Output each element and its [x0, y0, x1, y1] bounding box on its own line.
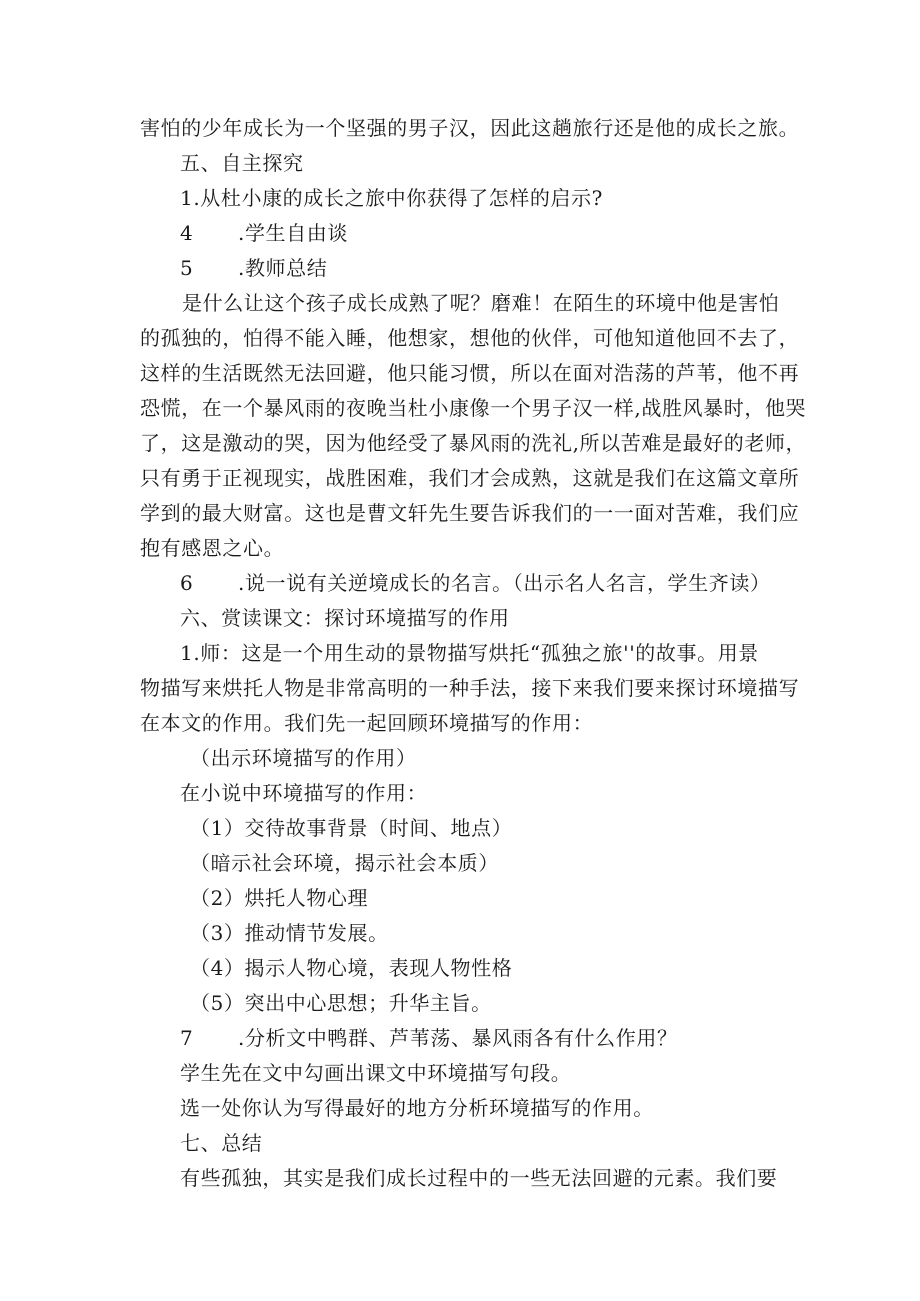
- item-4-number: 4: [180, 221, 194, 245]
- role-item: （4）揭示人物心境，表现人物性格: [190, 956, 513, 980]
- role-item: （1）交待故事背景（时间、地点）: [190, 816, 513, 840]
- role-item: （3）推动情节发展。: [190, 921, 389, 945]
- role-item: （2）烘托人物心理: [190, 886, 369, 910]
- closing-line: 有些孤独，其实是我们成长过程中的一些无法回避的元素。我们要: [180, 1166, 778, 1190]
- continuation-line: 害怕的少年成长为一个坚强的男子汉，因此这趟旅行还是他的成长之旅。: [140, 116, 800, 140]
- summary-line: 了，这是激动的哭，因为他经受了暴风雨的洗礼,所以苦难是最好的老师，: [140, 431, 807, 455]
- summary-line: 学到的最大财富。这也是曹文轩先生要告诉我们的一一面对苦难，我们应: [140, 501, 800, 525]
- role-item: （5）突出中心思想；升华主旨。: [190, 991, 492, 1015]
- item-6-number: 6: [180, 571, 194, 595]
- summary-line: 是什么让这个孩子成长成熟了呢？磨难！在陌生的环境中他是害怕: [182, 291, 780, 315]
- teacher-line: 在本文的作用。我们先一起回顾环境描写的作用：: [140, 711, 594, 735]
- summary-line: 的孤独的，怕得不能入睡，他想家，想他的伙伴，可他知道他回不去了，: [140, 326, 800, 350]
- teacher-line: 1.师：这是一个用生动的景物描写烘托“孤独之旅''的故事。用景: [180, 641, 759, 665]
- role-heading: 在小说中环境描写的作用：: [180, 781, 428, 805]
- summary-line: 这样的生活既然无法回避，他只能习惯，所以在面对浩荡的芦苇，他不再: [140, 361, 800, 385]
- item-5-text: .教师总结: [238, 256, 328, 280]
- question-1: 1.从杜小康的成长之旅中你获得了怎样的启示?: [180, 186, 604, 210]
- section-5-heading: 五、自主探究: [180, 151, 304, 175]
- summary-line: 只有勇于正视现实，战胜困难，我们才会成熟，这就是我们在这篇文章所: [140, 466, 800, 490]
- item-4-text: .学生自由谈: [238, 221, 348, 245]
- task-1: 学生先在文中勾画出课文中环境描写句段。: [180, 1061, 572, 1085]
- role-item: （暗示社会环境，揭示社会本质）: [190, 851, 499, 875]
- item-4: [180, 216, 348, 250]
- item-5-number: 5: [180, 256, 194, 280]
- summary-line: 恐慌，在一个暴风雨的夜晚当杜小康像一个男子汉一样,战胜风暴时，他哭: [140, 396, 807, 420]
- show-note: （出示环境描写的作用）: [190, 746, 417, 770]
- summary-line: 抱有感恩之心。: [140, 536, 285, 560]
- section-7-heading: 七、总结: [180, 1131, 263, 1155]
- item-7-number: 7: [180, 1026, 194, 1050]
- item-7-text: .分析文中鸭群、芦苇荡、暴风雨各有什么作用？: [238, 1026, 678, 1050]
- item-6-text: .说一说有关逆境成长的名言。（出示名人名言，学生齐读）: [238, 571, 771, 595]
- section-6-heading: 六、赏读课文：探讨环境描写的作用: [180, 606, 510, 630]
- task-2: 选一处你认为写得最好的地方分析环境描写的作用。: [180, 1096, 654, 1120]
- teacher-line: 物描写来烘托人物是非常高明的一种手法，接下来我们要来探讨环境描写: [140, 676, 800, 700]
- item-7: [180, 1021, 678, 1055]
- item-6: [180, 566, 771, 600]
- item-5: [180, 251, 327, 285]
